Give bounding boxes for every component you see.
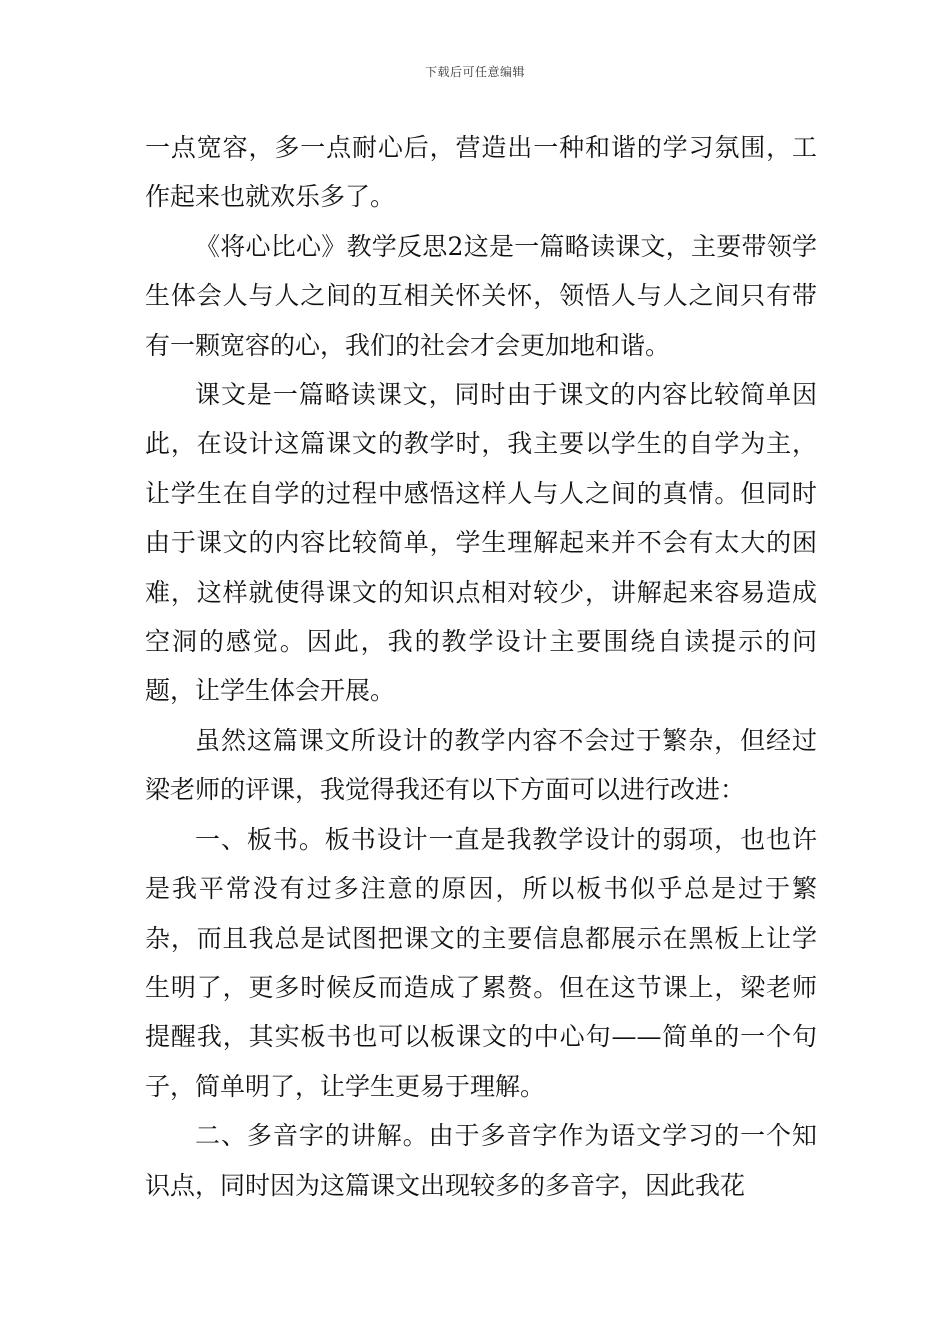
paragraph: 课文是一篇略读课文，同时由于课文的内容比较简单因此，在设计这篇课文的教学时，我主要以学生的自学为主，让学生在自学的过程中感悟这样人与人之间的真情。但同时由于课文的内容比较简单，学生理解起来并不会有太大的困难，这样就使得课文的知识点相对较少，讲解起来容易造成空洞的感觉。因此，我的教学设计主要围绕自读提示的问题，让学生体会开展。 <box>145 380 817 706</box>
paragraph-continuation: 一点宽容，多一点耐心后，营造出一种和谐的学习氛围，工作起来也就欢乐多了。 <box>145 133 817 212</box>
paragraph: 一、板书。板书设计一直是我教学设计的弱项，也也许是我平常没有过多注意的原因，所以板书似乎总是过于繁杂，而且我总是试图把课文的主要信息都展示在黑板上让学生明了，更多时候反而造成了累赘。但在这节课上，梁老师提醒我，其实板书也可以板课文的中心句——简单的一个句子，简单明了，让学生更易于理解。 <box>145 824 817 1101</box>
page-header: 下载后可任意编辑 <box>424 65 525 79</box>
document-body <box>145 123 817 1210</box>
paragraph: 《将心比心》教学反思2这是一篇略读课文，主要带领学生体会人与人之间的互相关怀关怀，领悟人与人之间只有带有一颗宽容的心，我们的社会才会更加地和谐。 <box>145 231 817 360</box>
paragraph: 二、多音字的讲解。由于多音字作为语文学习的一个知识点，同时因为这篇课文出现较多的多音字，因此我花 <box>145 1121 817 1200</box>
paragraph: 虽然这篇课文所设计的教学内容不会过于繁杂，但经过梁老师的评课，我觉得我还有以下方面可以进行改进： <box>145 725 817 805</box>
